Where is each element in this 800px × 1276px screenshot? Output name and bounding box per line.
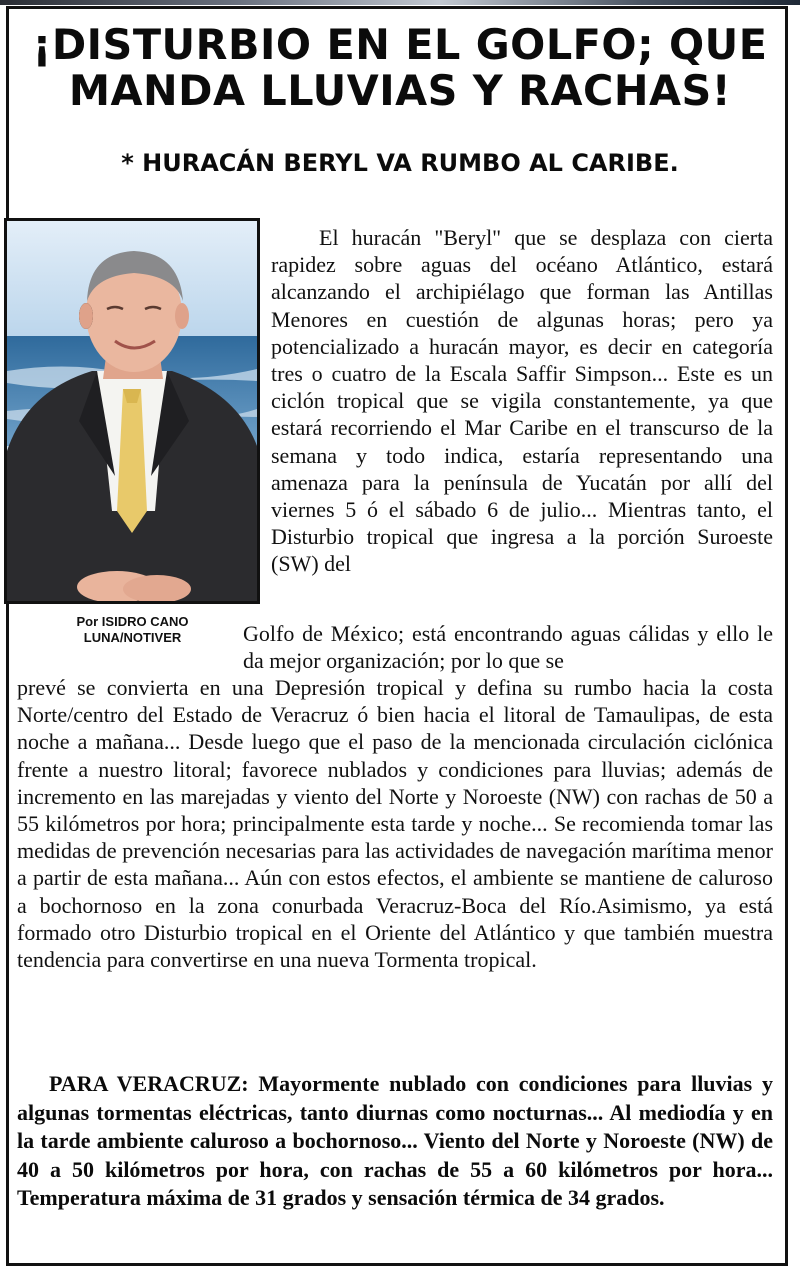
byline-line-2: LUNA/NOTIVER [83, 630, 182, 645]
article-body-part-2: Golfo de México; está encontrando aguas cálidas y ello le da mejor organización; por lo que se [243, 621, 773, 674]
headline-line-2: MANDA LLUVIAS Y RACHAS! [68, 66, 732, 115]
author-portrait-image [7, 221, 257, 601]
article-body-part-3: prevé se convierta en una Depresión tropical y defina su rumbo hacia la costa Norte/centro del Estado de Veracruz ó bien hacia el litoral de Tamaulipas, de esta noche a mañana... Desde luego que el paso de la mencionada circulación ciclónica frente a nuestro litoral; favorece nublados y condiciones para lluvias; además de incremento en las marejadas y viento del Norte y Noroeste (NW) con rachas de 50 a 55 kilómetros por hora; principalmente esta tarde y noche... Se recomienda tomar las medidas de prevención necesarias para las actividades de navegación marítima menor a partir de esta mañana... Aún con estos efectos, el ambiente se mantiene de caluroso a bochornoso en la zona conurbada Veracruz-Boca del Río.Asimismo, ya está formado otro Disturbio tropical en el Oriente del Atlántico y que también muestra tendencia para convertirse en una nueva Tormenta tropical. [17, 675, 773, 973]
author-photo [4, 218, 260, 604]
subheadline: * HURACÁN BERYL VA RUMBO AL CARIBE. [121, 149, 679, 177]
headline-line-1: ¡DISTURBIO EN EL GOLFO; QUE [32, 20, 768, 69]
byline-line-1: Por ISIDRO CANO [76, 614, 189, 629]
top-photo-strip [0, 0, 800, 5]
headline [20, 22, 780, 114]
veracruz-forecast: PARA VERACRUZ: Mayormente nublado con condiciones para lluvias y algunas tormentas eléctricas, tanto diurnas como nocturnas... Al mediodía y en la tarde ambiente caluroso a bochornoso... Viento del Norte y Noroeste (NW) de 40 a 50 kilómetros por hora, con rachas de 55 a 60 kilómetros por hora... Temperatura máxima de 31 grados y sensación térmica de 34 grados. [17, 1071, 773, 1210]
article-body-part-1: El huracán "Beryl" que se desplaza con cierta rapidez sobre aguas del océano Atlántico, estará alcanzando el archipiélago que forman las Antillas Menores en cuestión de algunas horas; pero ya potencializado a huracán mayor, es decir en categoría tres o cuatro de la Escala Saffir Simpson... Este es un ciclón tropical que se vigila constantemente, ya que estará recorriendo el Mar Caribe en el transcurso de la semana y todo indica, estaría representando una amenaza para la península de Yucatán por allí del viernes 5 ó el sábado 6 de julio... Mientras tanto, el Disturbio tropical que ingresa a la porción Suroeste (SW) del [271, 225, 773, 577]
byline-caption [40, 614, 225, 646]
